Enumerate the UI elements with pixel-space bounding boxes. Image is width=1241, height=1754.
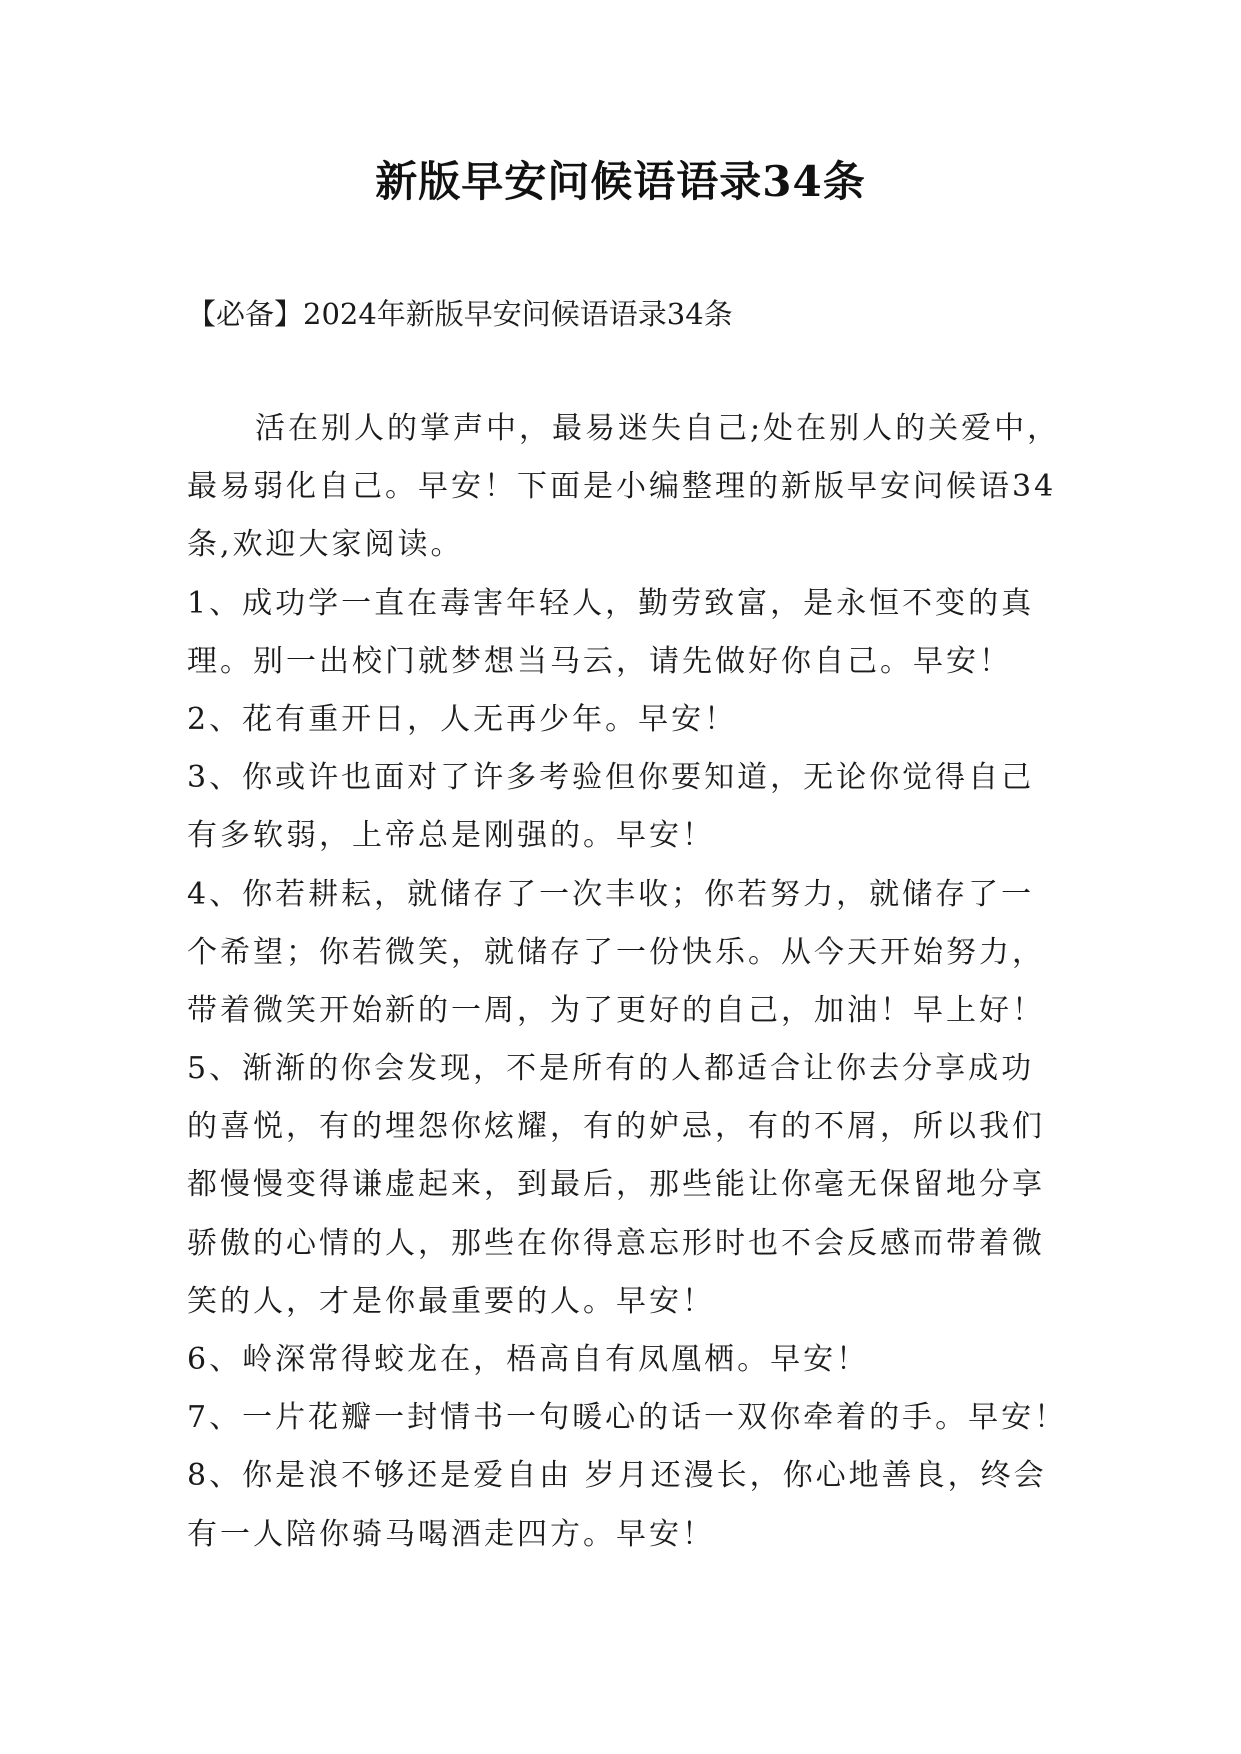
quote-5-line: 笑的人，才是你最重要的人。早安！ — [187, 1283, 715, 1319]
quote-7-line: 7、一片花瓣一封情书一句暖心的话一双你牵着的手。早安！ — [187, 1400, 1068, 1436]
quote-4-line: 个希望；你若微笑，就储存了一份快乐。从今天开始努力， — [187, 934, 1045, 970]
quote-6-line: 6、岭深常得蛟龙在，梧高自有凤凰栖。早安！ — [187, 1342, 870, 1377]
quote-3-line: 3、你或许也面对了许多考验但你要知道，无论你觉得自己 — [187, 760, 1035, 796]
quote-1-line: 1、成功学一直在毒害年轻人，勤劳致富，是永恒不变的真 — [187, 585, 1035, 621]
quote-5-line: 骄傲的心情的人，那些在你得意忘形时也不会反感而带着微 — [187, 1225, 1045, 1261]
quote-5-line: 都慢慢变得谦虚起来，到最后，那些能让你毫无保留地分享 — [187, 1167, 1045, 1203]
quote-8-line: 有一人陪你骑马喝酒走四方。早安！ — [187, 1516, 715, 1552]
intro-line: 活在别人的掌声中，最易迷失自己;处在别人的关爱中， — [255, 411, 1061, 446]
quote-4-line: 带着微笑开始新的一周，为了更好的自己，加油！早上好！ — [187, 992, 1045, 1028]
quote-1-line: 理。别一出校门就梦想当马云，请先做好你自己。早安！ — [187, 643, 1012, 679]
document-body — [187, 400, 1067, 1564]
quote-8-line: 8、你是浪不够还是爱自由 岁月还漫长，你心地善良，终会 — [187, 1458, 1047, 1494]
quote-5-line: 5、渐渐的你会发现，不是所有的人都适合让你去分享成功 — [187, 1051, 1035, 1087]
quote-5-line: 的喜悦，有的埋怨你炫耀，有的妒忌，有的不屑，所以我们 — [187, 1109, 1045, 1145]
document-title: 新版早安问候语语录34条 — [375, 157, 866, 206]
quote-4-line: 4、你若耕耘，就储存了一次丰收；你若努力，就储存了一 — [187, 876, 1035, 912]
intro-line: 条,欢迎大家阅读。 — [187, 527, 464, 563]
quote-3-line: 有多软弱，上帝总是刚强的。早安！ — [187, 818, 715, 854]
document-subtitle: 【必备】2024年新版早安问候语语录34条 — [187, 297, 733, 331]
quote-2-line: 2、花有重开日，人无再少年。早安！ — [187, 701, 738, 737]
intro-line: 最易弱化自己。早安！下面是小编整理的新版早安问候语34 — [187, 469, 1057, 505]
